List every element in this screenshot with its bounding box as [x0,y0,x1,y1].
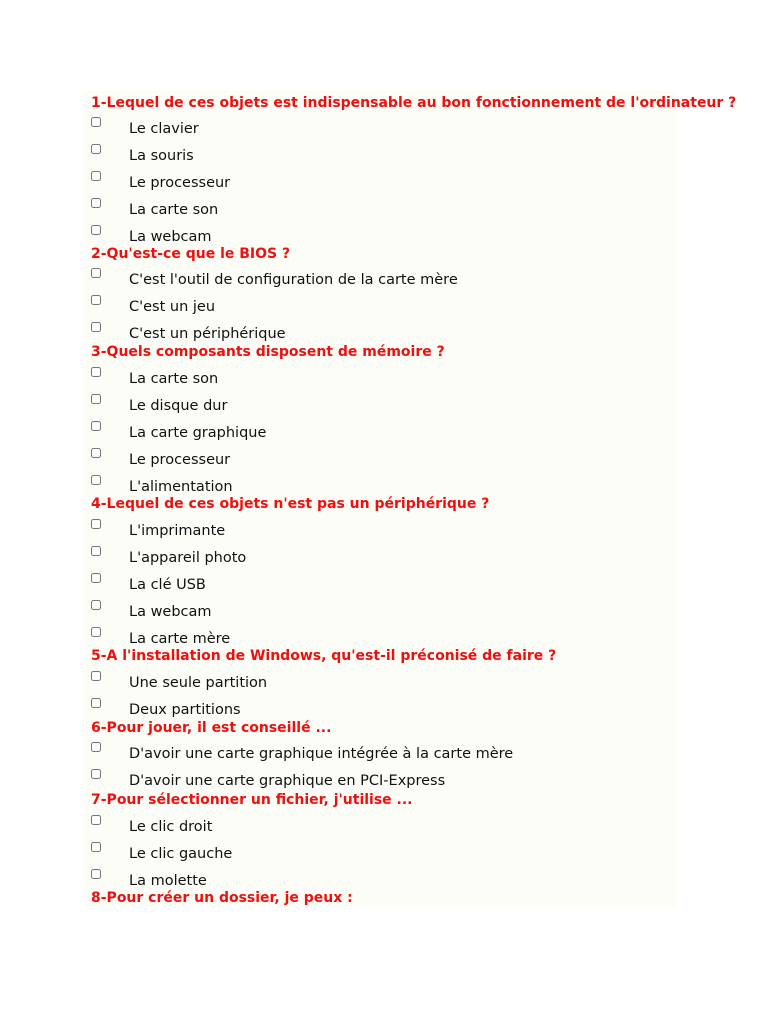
question-4-option-3[interactable] [84,573,644,600]
question-7-option-2[interactable] [84,842,644,869]
option-label: Le clic droit [129,819,213,835]
option-label: La souris [129,148,194,164]
question-2-title: 2-Qu'est-ce que le BIOS ? [91,246,291,262]
question-4-option-1[interactable] [84,519,644,546]
checkbox[interactable] [91,698,101,708]
quiz-form [84,90,737,907]
checkbox[interactable] [91,671,101,681]
checkbox[interactable] [91,144,101,154]
question-3-option-4[interactable] [84,448,644,475]
option-label: Le clic gauche [129,846,233,862]
question-3-option-3[interactable] [84,421,644,448]
checkbox[interactable] [91,448,101,458]
option-label: La clé USB [129,577,206,593]
option-label: C'est un jeu [129,299,216,315]
option-label: La webcam [129,604,212,620]
question-1-title: 1-Lequel de ces objets est indispensable au bon fonctionnement de l'ordinateur ? [91,95,737,111]
option-label: La carte mère [129,631,231,647]
question-2-option-1[interactable] [84,268,644,295]
question-4-option-2[interactable] [84,546,644,573]
question-5-title: 5-A l'installation de Windows, qu'est-il préconisé de faire ? [91,648,557,664]
option-label: L'alimentation [129,479,233,495]
option-label: C'est un périphérique [129,326,286,342]
checkbox[interactable] [91,268,101,278]
checkbox[interactable] [91,295,101,305]
question-5-option-1[interactable] [84,671,644,698]
checkbox[interactable] [91,394,101,404]
question-1-option-3[interactable] [84,171,644,198]
checkbox[interactable] [91,367,101,377]
question-3-option-2[interactable] [84,394,644,421]
checkbox[interactable] [91,546,101,556]
option-label: D'avoir une carte graphique intégrée à la carte mère [129,746,514,762]
question-4-option-4[interactable] [84,600,644,627]
question-1-option-2[interactable] [84,144,644,171]
question-2-option-2[interactable] [84,295,644,322]
checkbox[interactable] [91,869,101,879]
option-label: Le processeur [129,452,231,468]
checkbox[interactable] [91,421,101,431]
question-8-title: 8-Pour créer un dossier, je peux : [91,890,353,906]
checkbox[interactable] [91,519,101,529]
checkbox[interactable] [91,627,101,637]
option-label: La webcam [129,229,212,245]
option-label: Une seule partition [129,675,268,691]
checkbox[interactable] [91,742,101,752]
checkbox[interactable] [91,769,101,779]
checkbox[interactable] [91,600,101,610]
checkbox[interactable] [91,573,101,583]
checkbox[interactable] [91,475,101,485]
option-label: L'imprimante [129,523,226,539]
question-3-title: 3-Quels composants disposent de mémoire ? [91,344,445,360]
checkbox[interactable] [91,198,101,208]
question-7-title: 7-Pour sélectionner un fichier, j'utilise ... [91,792,413,808]
question-1-option-4[interactable] [84,198,644,225]
option-label: La molette [129,873,207,889]
option-label: Le disque dur [129,398,228,414]
checkbox[interactable] [91,322,101,332]
option-label: D'avoir une carte graphique en PCI-Express [129,773,446,789]
option-label: La carte son [129,202,219,218]
option-label: Le processeur [129,175,231,191]
checkbox[interactable] [91,225,101,235]
checkbox[interactable] [91,815,101,825]
question-6-title: 6-Pour jouer, il est conseillé ... [91,720,332,736]
option-label: Le clavier [129,121,199,137]
question-6-option-1[interactable] [84,742,644,769]
question-1-option-1[interactable] [84,117,644,144]
checkbox[interactable] [91,171,101,181]
option-label: C'est l'outil de configuration de la carte mère [129,272,458,288]
checkbox[interactable] [91,842,101,852]
question-7-option-1[interactable] [84,815,644,842]
option-label: La carte son [129,371,219,387]
option-label: Deux partitions [129,702,241,718]
question-3-option-1[interactable] [84,367,644,394]
option-label: L'appareil photo [129,550,247,566]
checkbox[interactable] [91,117,101,127]
option-label: La carte graphique [129,425,267,441]
question-4-title: 4-Lequel de ces objets n'est pas un périphérique ? [91,496,490,512]
